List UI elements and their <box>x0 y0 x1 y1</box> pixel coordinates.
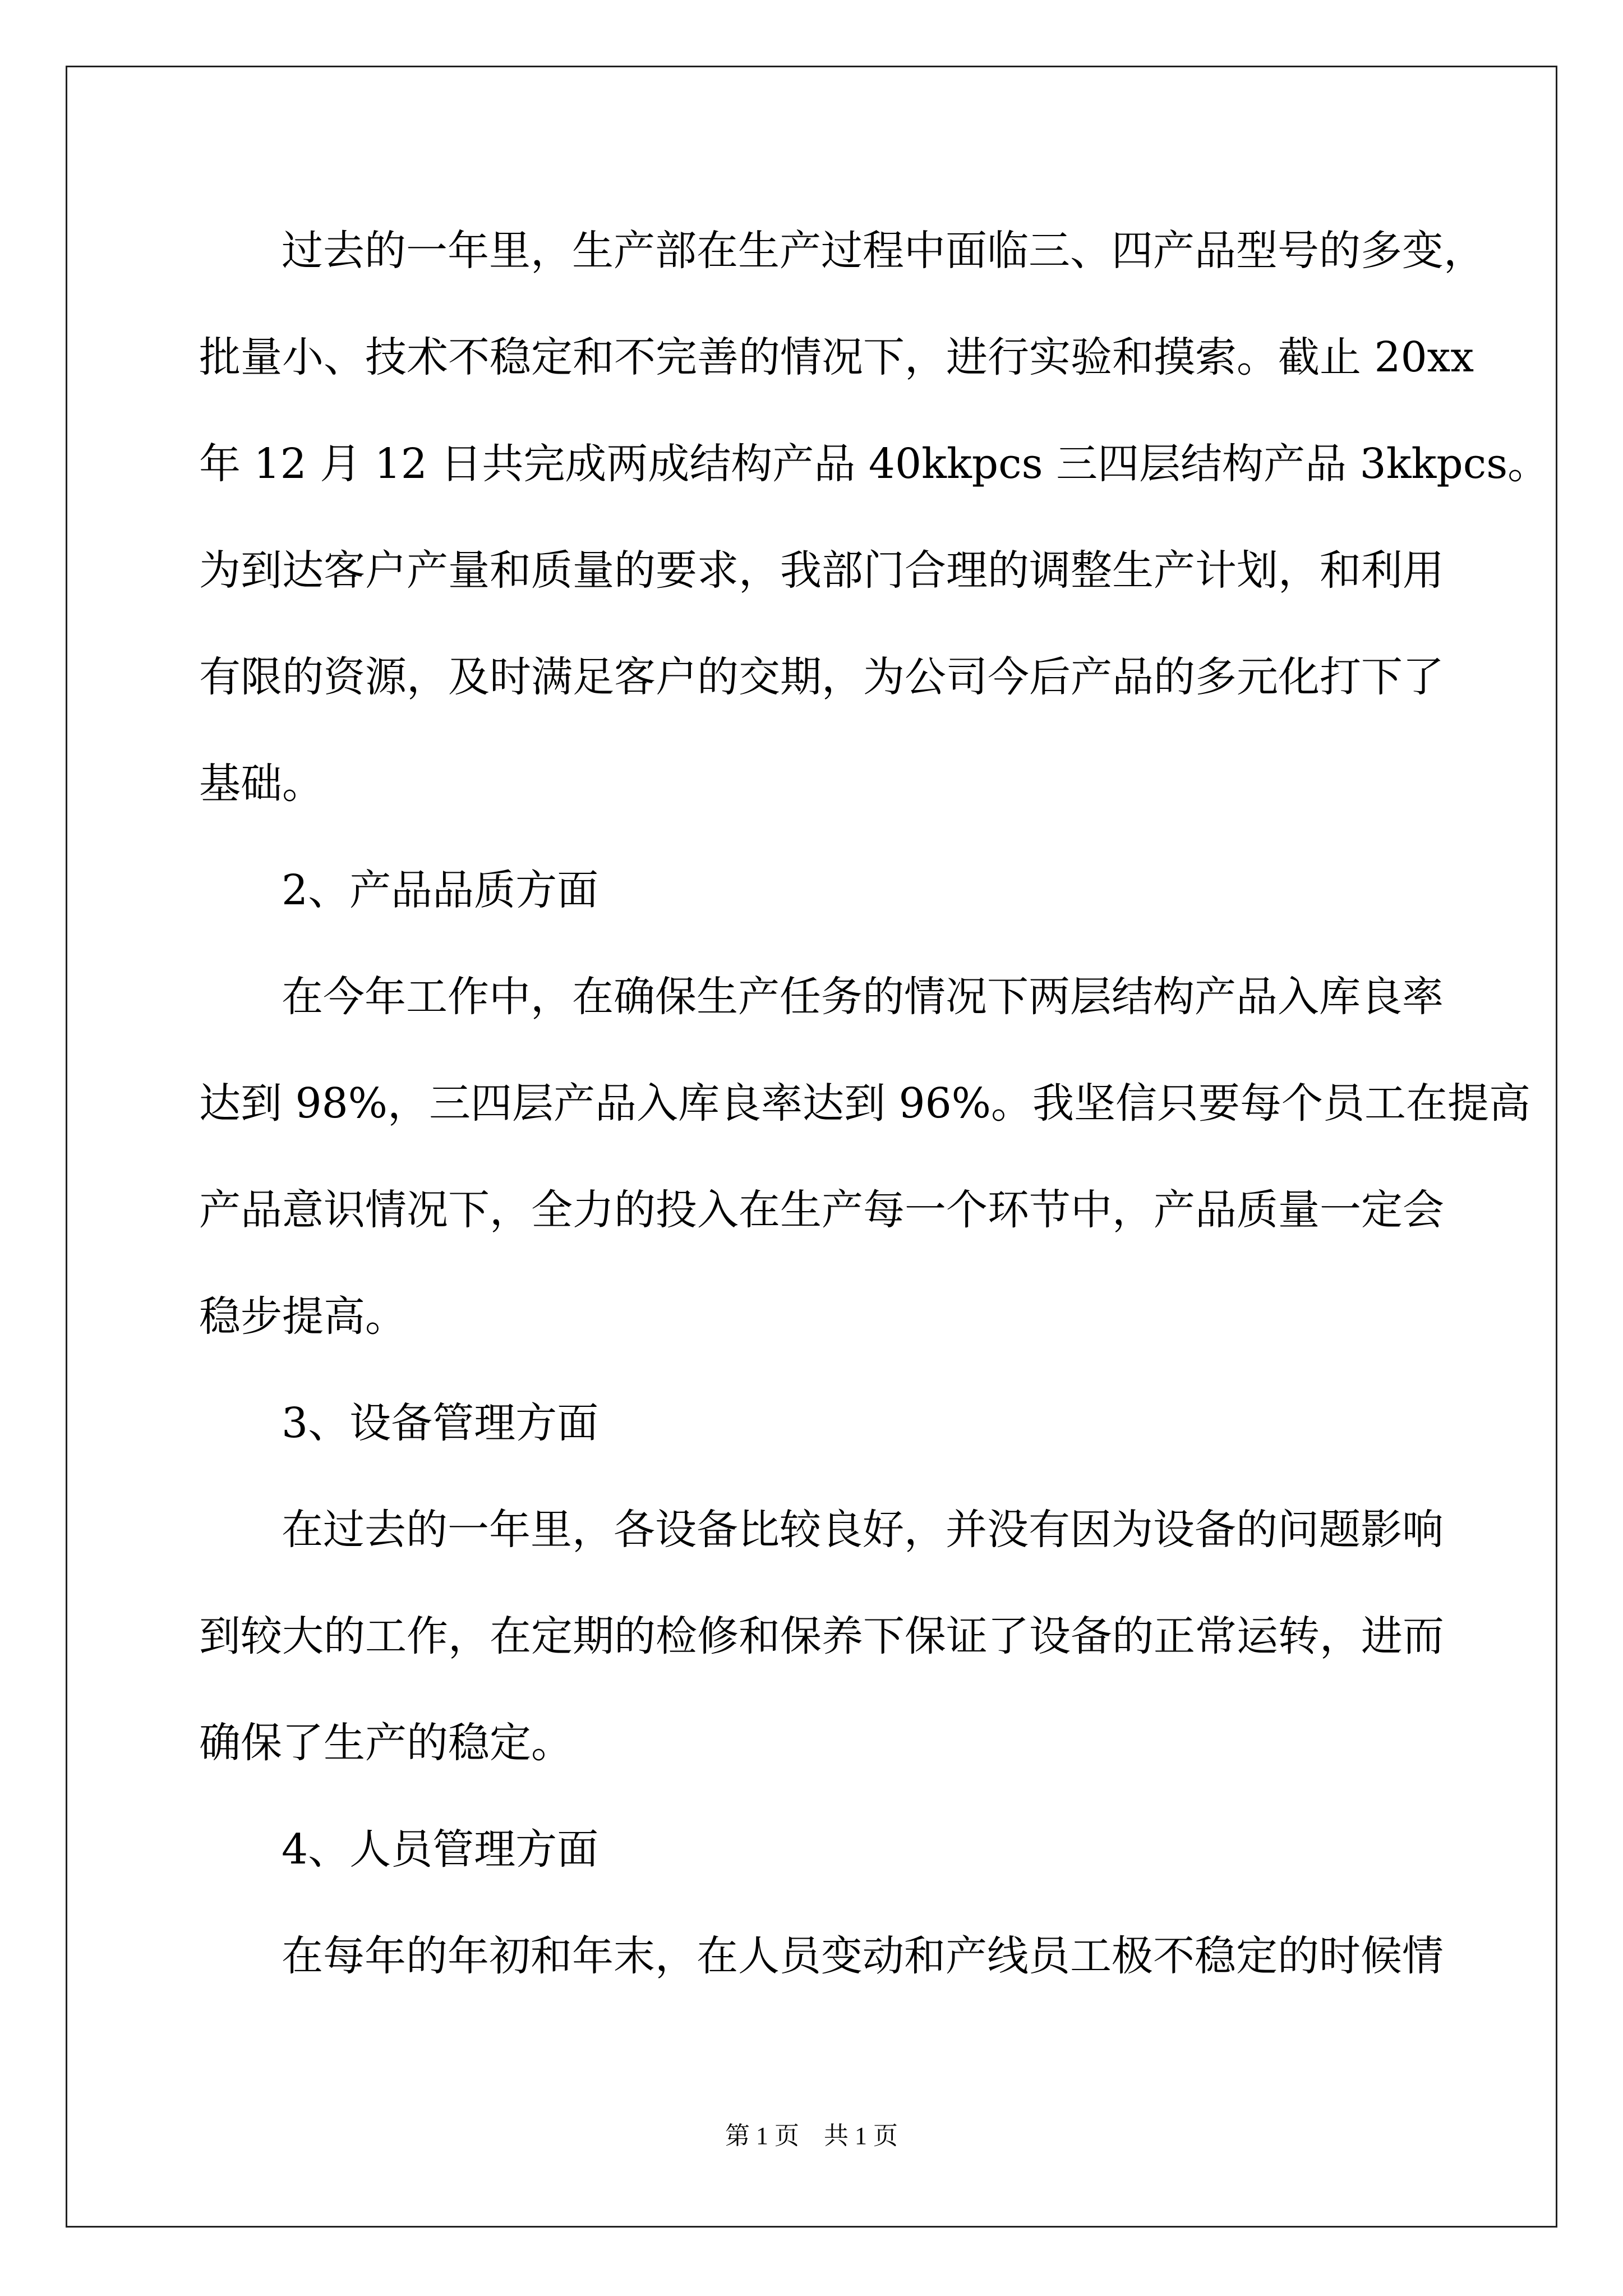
section-heading: 2、产品品质方面 <box>282 866 599 914</box>
paragraph-line: 稳步提高。 <box>199 1292 407 1341</box>
paragraph-line: 达到 98%，三四层产品入库良率达到 96%。我坚信只要每个员工在提高 <box>199 1079 1530 1128</box>
paragraph-line: 在过去的一年里，各设备比较良好，并没有因为设备的问题影响 <box>282 1506 1444 1554</box>
page-number-footer: 第 1 页 共 1 页 <box>725 2122 898 2150</box>
paragraph-line: 产品意识情况下，全力的投入在生产每一个环节中，产品质量一定会 <box>199 1186 1444 1234</box>
page-border <box>66 66 1557 2228</box>
paragraph-line: 在每年的年初和年末，在人员变动和产线员工极不稳定的时候情 <box>282 1932 1444 1980</box>
paragraph-line: 为到达客户产量和质量的要求，我部门合理的调整生产计划，和利用 <box>199 546 1444 595</box>
paragraph-line: 有限的资源，及时满足客户的交期，为公司今后产品的多元化打下了 <box>199 653 1444 701</box>
section-heading: 3、设备管理方面 <box>282 1399 599 1447</box>
paragraph-line: 基础。 <box>199 760 324 808</box>
paragraph-line: 过去的一年里，生产部在生产过程中面临三、四产品型号的多变， <box>282 227 1485 275</box>
paragraph-line: 确保了生产的稳定。 <box>199 1719 573 1767</box>
section-heading: 4、人员管理方面 <box>282 1825 599 1874</box>
paragraph-line: 年 12 月 12 日共完成两成结构产品 40kkpcs 三四层结构产品 3kkpcs。 <box>199 440 1550 488</box>
paragraph-line: 在今年工作中，在确保生产任务的情况下两层结构产品入库良率 <box>282 973 1444 1021</box>
paragraph-line: 到较大的工作，在定期的检修和保养下保证了设备的正常运转，进而 <box>199 1612 1444 1660</box>
paragraph-line: 批量小、技术不稳定和不完善的情况下，进行实验和摸索。截止 20xx <box>199 333 1474 381</box>
